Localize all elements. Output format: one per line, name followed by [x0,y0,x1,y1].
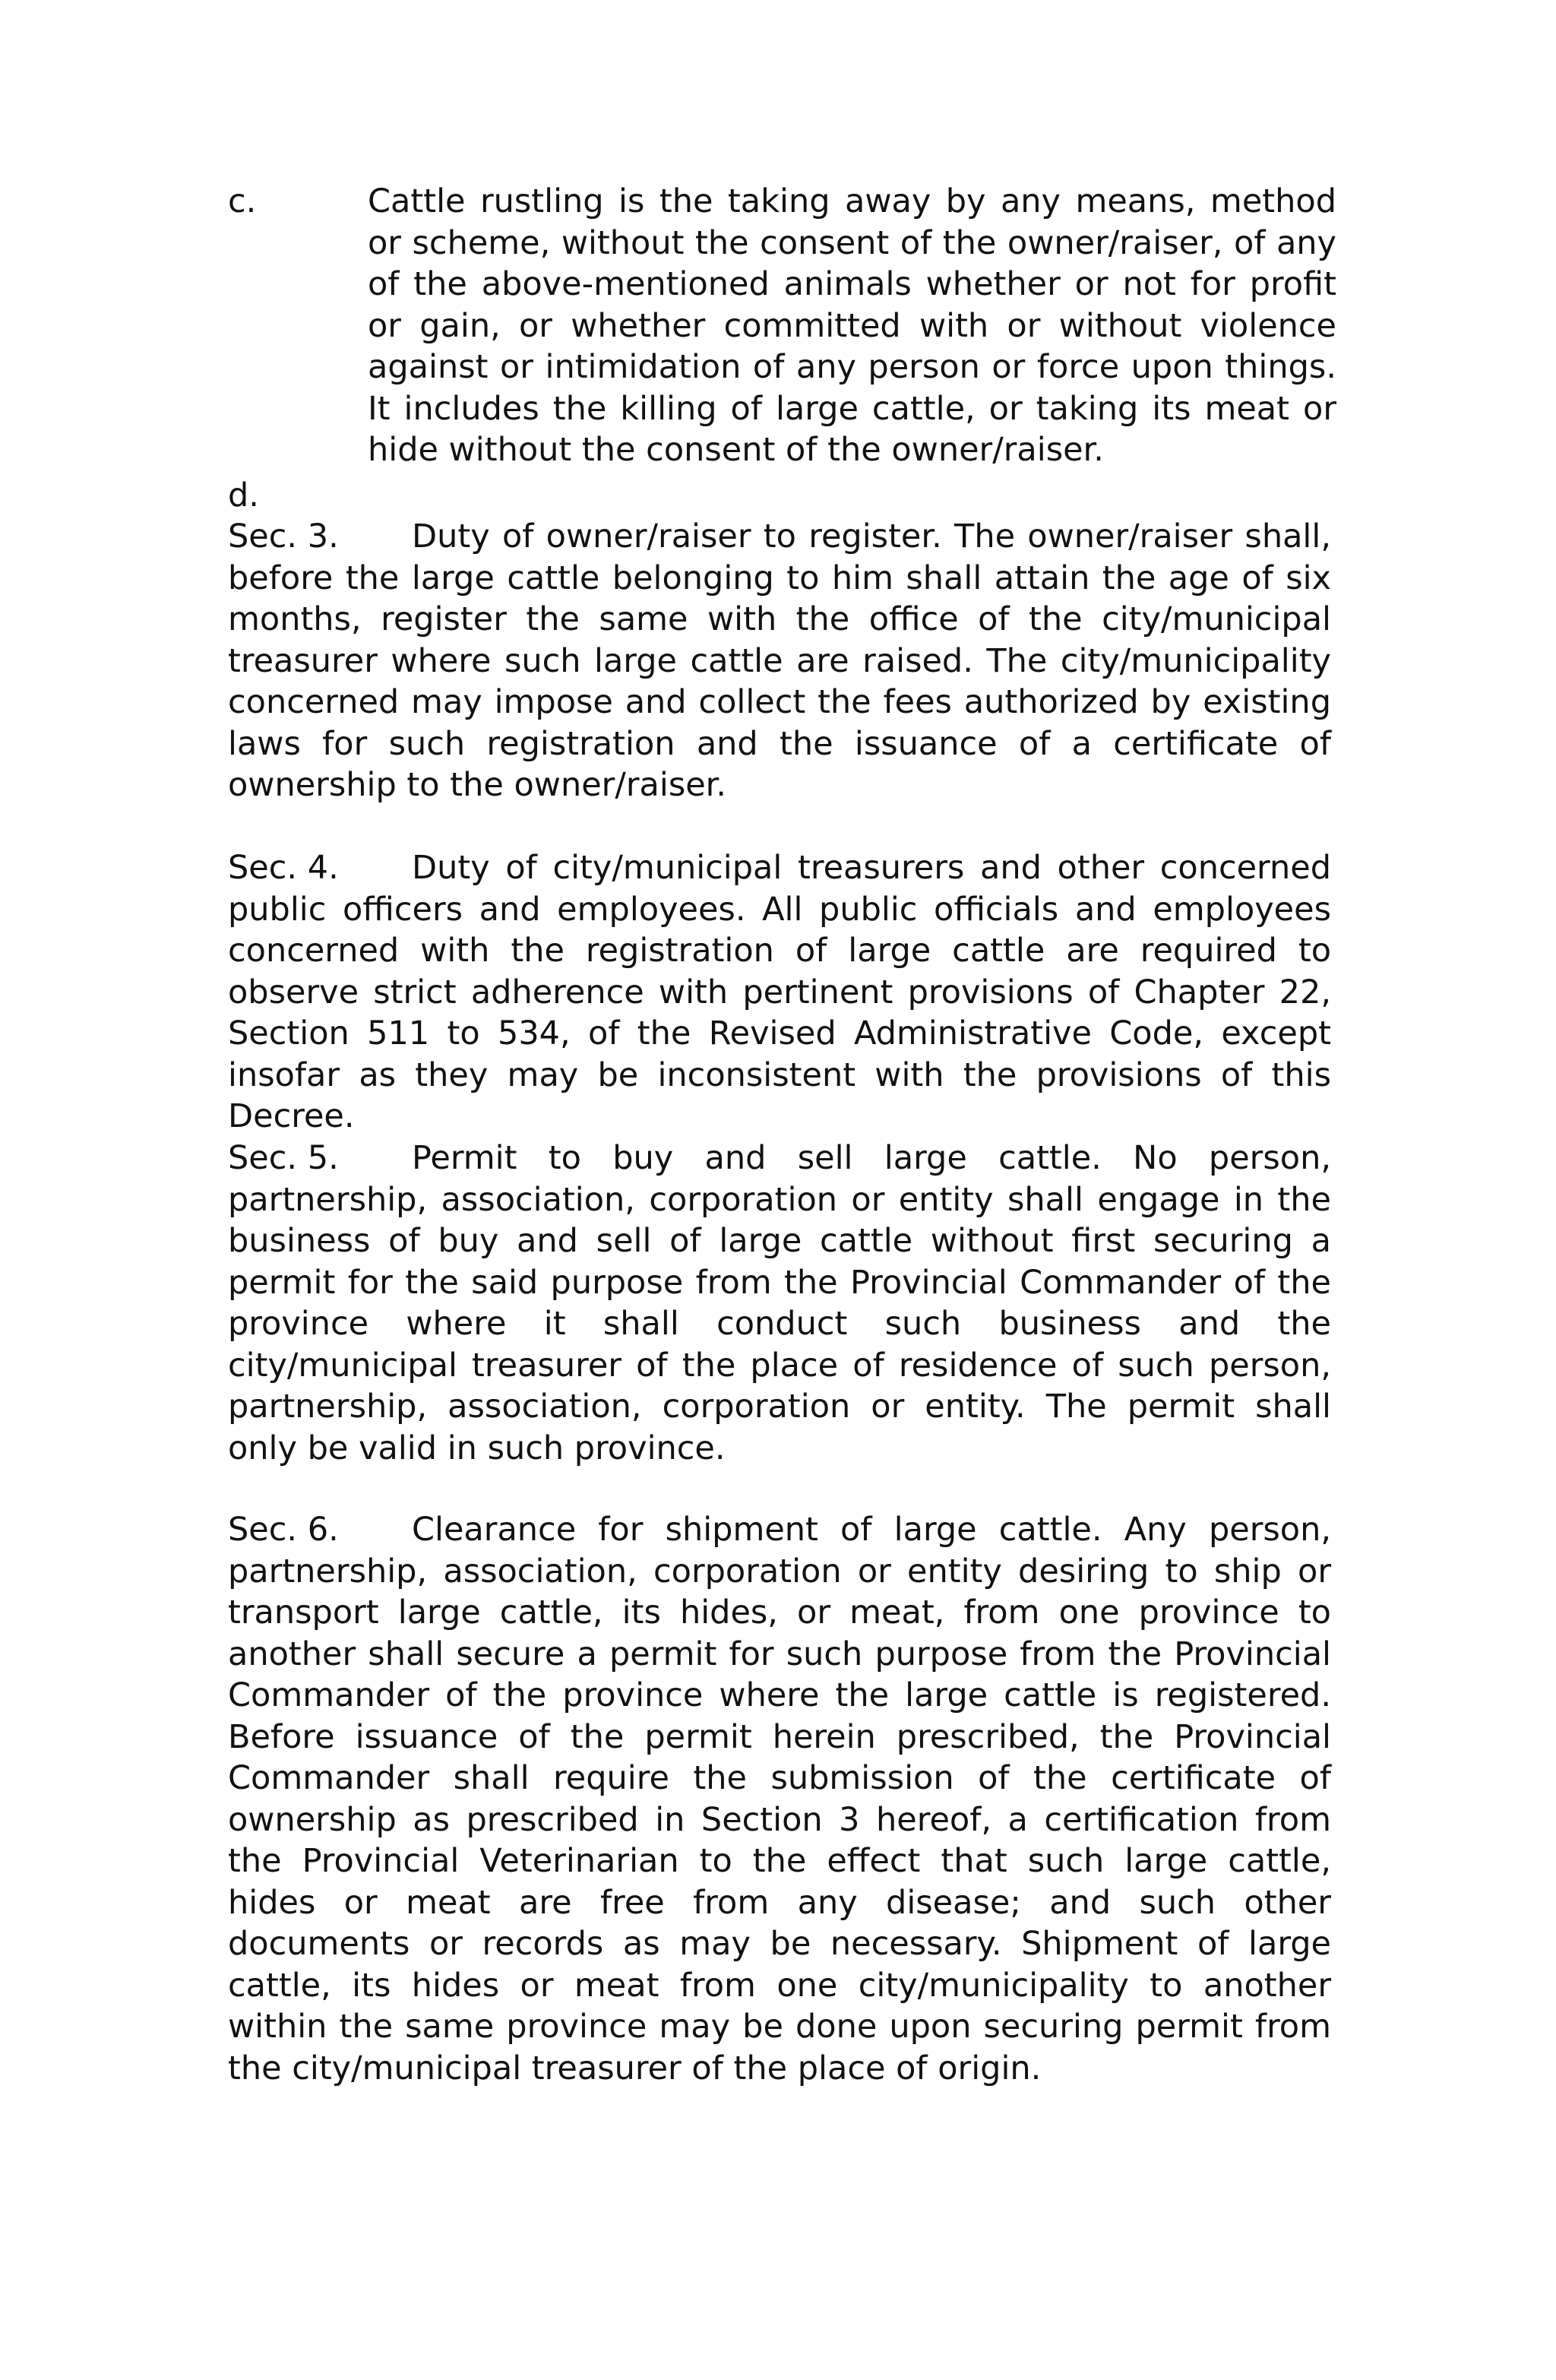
section-4-number: Sec. 4. [228,849,339,887]
list-text-c: Cattle rustling is the taking away by any means, method or scheme, without the consent of the owner/raiser, of any of the above-mentioned animals whether or not for profit or gain, or whether committed with or without violence against or intimidation of any person or force upon things. It includes the killing of large cattle, or taking its meat or hide without the consent of the owner/raiser. [368,182,1336,469]
section-5-number: Sec. 5. [228,1139,339,1177]
section-3 [228,516,1331,806]
list-marker-d: d. [228,476,259,514]
section-5 [228,1138,1331,1469]
section-4 [228,847,1331,1138]
section-6-text: Clearance for shipment of large cattle. Any person, partnership, association, corporation or entity desiring to ship or transport large cattle, its hides, or meat, from one province to another shall secure a permit for such purpose from the Provincial Commander of the province where the large cattle is registered. Before issuance of the permit herein prescribed, the Provincial Commander shall require the submission of the certificate of ownership as prescribed in Section 3 hereof, a certification from the Provincial Veterinarian to the effect that such large cattle, hides or meat are free from any disease; and such other documents or records as may be necessary. Shipment of large cattle, its hides or meat from one city/municipality to another within the same province may be done upon securing permit from the city/municipal treasurer of the place of origin. [228,1511,1331,2087]
section-4-text: Duty of city/municipal treasurers and other concerned public officers and employees. All public officials and employees concerned with the registration of large cattle are required to observe strict adherence with pertinent provisions of Chapter 22, Section 511 to 534, of the Revised Administrative Code, except insofar as they may be inconsistent with the provisions of this Decree. [228,849,1331,1135]
section-5-text: Permit to buy and sell large cattle. No person, partnership, association, corporation or entity shall engage in the business of buy and sell of large cattle without first securing a permit for the said purpose from the Provincial Commander of the province where it shall conduct such business and the city/municipal treasurer of the place of residence of such person, partnership, association, corporation or entity. The permit shall only be valid in such province. [228,1139,1331,1467]
section-3-text: Duty of owner/raiser to register. The owner/raiser shall, before the large cattle belonging to him shall attain the age of six months, register the same with the office of the city/municipal treasurer where such large cattle are raised. The city/municipality concerned may impose and collect the fees authorized by existing laws for such registration and the issuance of a certificate of ownership to the owner/raiser. [228,517,1331,804]
list-marker-c: c. [228,182,257,220]
section-6-number: Sec. 6. [228,1511,339,1549]
section-6 [228,1509,1331,2089]
section-3-number: Sec. 3. [228,517,339,555]
